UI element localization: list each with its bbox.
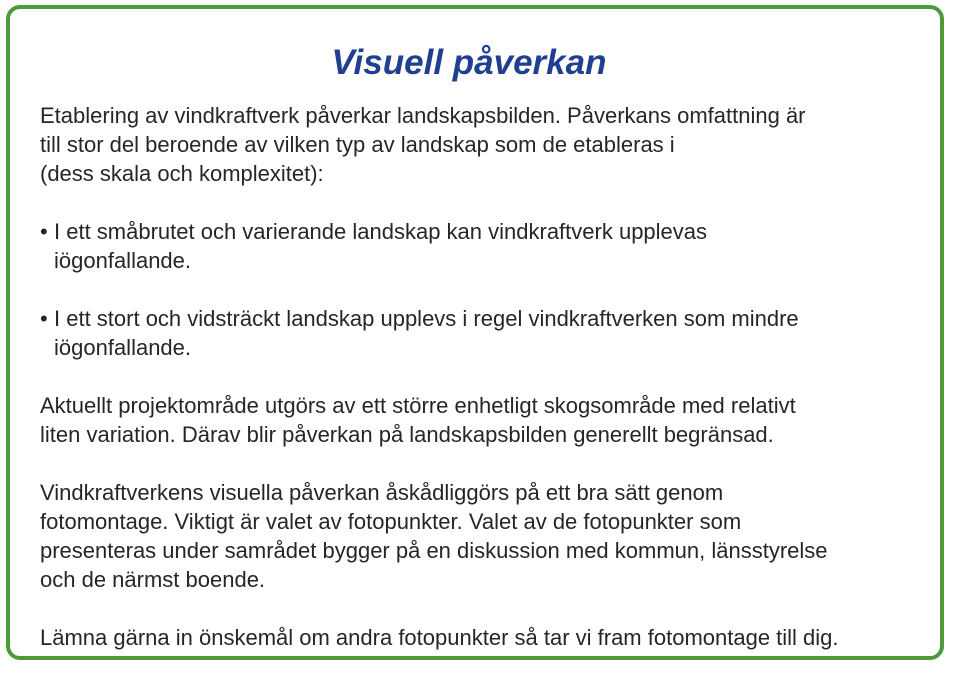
closing-paragraph [40,623,945,652]
bullet-line: I ett stort och vidsträckt landskap upplevs i regel vindkraftverken som mindre [54,306,799,331]
project-area-line: Aktuellt projektområde utgörs av ett större enhetligt skogsområde med relativt [40,393,796,418]
content-frame [6,5,944,660]
bullet-line: iögonfallande. [54,335,192,360]
intro-line: Etablering av vindkraftverk påverkar landskapsbilden. Påverkans omfattning är [40,103,806,128]
bullet-item-small-scale-landscape [40,217,945,275]
closing-line: Lämna gärna in önskemål om andra fotopunkter så tar vi fram fotomontage till dig. [40,625,839,650]
body-text [40,101,945,681]
bullet-icon: • [40,219,48,244]
photomontage-line: presenteras under samrådet bygger på en diskussion med kommun, länsstyrelse [40,538,828,563]
bullet-icon: • [40,306,48,331]
intro-paragraph [40,101,945,188]
bullet-item-large-landscape [40,304,945,362]
intro-line: (dess skala och komplexitet): [40,161,324,186]
photomontage-line: Vindkraftverkens visuella påverkan åskådliggörs på ett bra sätt genom [40,480,724,505]
page-title: Visuell påverkan [331,43,607,82]
project-area-paragraph [40,391,945,449]
bullet-line: I ett småbrutet och varierande landskap kan vindkraftverk upplevas [54,219,708,244]
photomontage-line: fotomontage. Viktigt är valet av fotopunkter. Valet av de fotopunkter som [40,509,742,534]
project-area-line: liten variation. Därav blir påverkan på landskapsbilden generellt begränsad. [40,422,774,447]
photomontage-line: och de närmst boende. [40,567,266,592]
intro-line: till stor del beroende av vilken typ av landskap som de etableras i [40,132,675,157]
bullet-line: iögonfallande. [54,248,192,273]
photomontage-paragraph [40,478,945,594]
